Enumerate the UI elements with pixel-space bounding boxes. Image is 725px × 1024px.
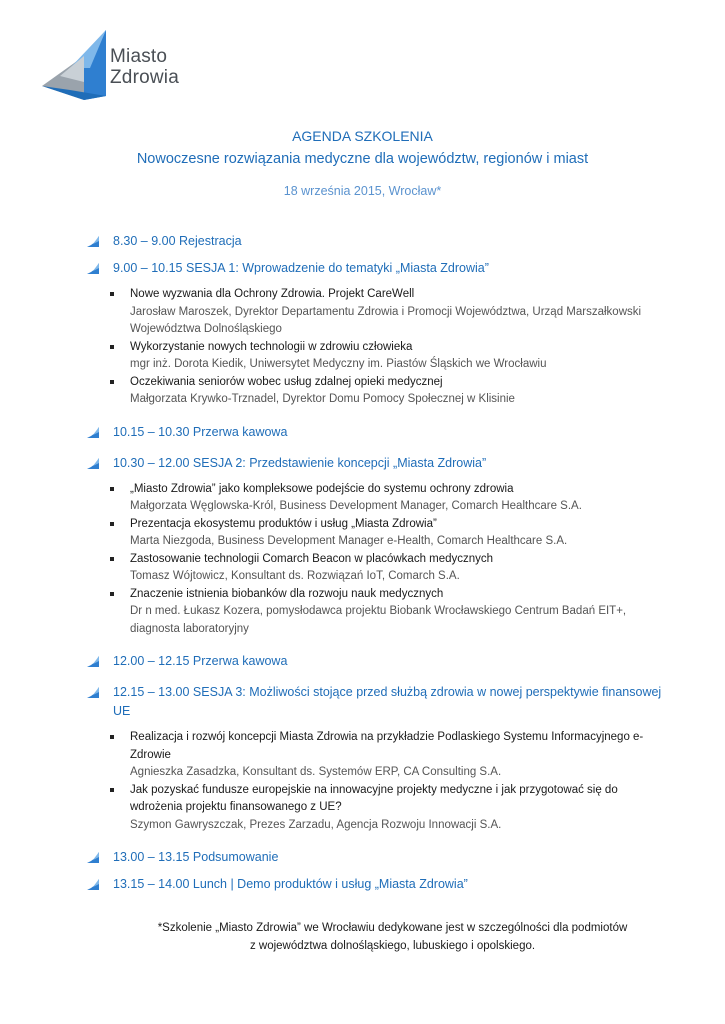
talk-speaker: Małgorzata Krywko-Trznadel, Dyrektor Domu Pomocy Społecznej w Klisinie xyxy=(130,393,515,405)
agenda-item-time: 12.00 – 12.15 Przerwa kawowa xyxy=(113,654,288,668)
page-subtitle: Nowoczesne rozwiązania medyczne dla województw, regionów i miast xyxy=(136,151,589,167)
logo-mark-icon xyxy=(40,28,110,108)
talk-item xyxy=(86,782,666,835)
talk-title: „Miasto Zdrowia” jako kompleksowe podejście do systemu ochrony zdrowia xyxy=(130,482,514,495)
agenda-item xyxy=(86,875,666,894)
talk-item xyxy=(86,286,666,339)
agenda-item xyxy=(86,423,666,442)
arrow-bullet-icon xyxy=(86,878,100,891)
square-bullet-icon xyxy=(110,487,114,491)
page-title: AGENDA SZKOLENIA xyxy=(292,128,433,144)
talk-title: Prezentacja ekosystemu produktów i usług „Miasta Zdrowia” xyxy=(130,517,437,530)
talk-speaker: Marta Niezgoda, Business Development Manager e-Health, Comarch Healthcare S.A. xyxy=(130,535,568,547)
arrow-bullet-icon xyxy=(86,235,100,248)
arrow-bullet-icon xyxy=(86,262,100,275)
talk-item xyxy=(86,339,666,374)
agenda-item xyxy=(86,652,666,671)
square-bullet-icon xyxy=(110,522,114,526)
agenda-item xyxy=(86,683,666,721)
agenda-item xyxy=(86,259,666,278)
talk-title: Zastosowanie technologii Comarch Beacon w placówkach medycznych xyxy=(130,552,494,565)
arrow-bullet-icon xyxy=(86,851,100,864)
agenda-item xyxy=(86,848,666,867)
arrow-bullet-icon xyxy=(86,686,100,699)
agenda-item-time: 8.30 – 9.00 Rejestracja xyxy=(113,234,242,248)
agenda-item xyxy=(86,232,666,251)
logo-wordmark xyxy=(110,46,179,88)
agenda-item-time: 13.00 – 13.15 Podsumowanie xyxy=(113,850,279,864)
talk-title: Realizacja i rozwój koncepcji Miasta Zdrowia na przykładzie Podlaskiego Systemu Informacyjnego e-Zdrowie xyxy=(130,731,644,761)
square-bullet-icon xyxy=(110,788,114,792)
talk-item xyxy=(86,551,666,586)
talk-speaker: mgr inż. Dorota Kiedik, Uniwersytet Medyczny im. Piastów Śląskich we Wrocławiu xyxy=(130,358,547,370)
talk-item xyxy=(86,729,666,782)
talk-title: Oczekiwania seniorów wobec usług zdalnej opieki medycznej xyxy=(130,375,443,388)
arrow-bullet-icon xyxy=(86,426,100,439)
square-bullet-icon xyxy=(110,735,114,739)
logo-line-2: Zdrowia xyxy=(110,67,179,88)
footnote xyxy=(0,919,725,955)
arrow-bullet-icon xyxy=(86,457,100,470)
talk-speaker: Agnieszka Zasadzka, Konsultant ds. Systemów ERP, CA Consulting S.A. xyxy=(130,766,502,778)
logo-line-1: Miasto xyxy=(110,46,168,67)
talk-item xyxy=(86,374,666,409)
agenda-item xyxy=(86,454,666,473)
footnote-line-2: z województwa dolnośląskiego, lubuskiego i opolskiego. xyxy=(249,940,536,952)
event-date: 18 września 2015, Wrocław* xyxy=(283,184,442,198)
talk-speaker: Jarosław Maroszek, Dyrektor Departamentu Zdrowia i Promocji Województwa, Urząd Marszałkowski Województwa Dolnośląskiego xyxy=(130,305,642,335)
square-bullet-icon xyxy=(110,380,114,384)
square-bullet-icon xyxy=(110,557,114,561)
talk-title: Jak pozyskać fundusze europejskie na innowacyjne projekty medyczne i jak przygotować się do wdrożenia projektu finansowanego z UE? xyxy=(130,783,618,813)
agenda-item-time: 12.15 – 13.00 SESJA 3: Możliwości stojące przed służbą zdrowia w nowej perspektywie finansowej UE xyxy=(113,685,662,718)
agenda-item-time: 9.00 – 10.15 SESJA 1: Wprowadzenie do tematyki „Miasta Zdrowia” xyxy=(113,261,489,275)
footnote-line-1: *Szkolenie „Miasto Zdrowia” we Wrocławiu dedykowane jest w szczególności dla podmiotów xyxy=(157,922,628,934)
square-bullet-icon xyxy=(110,292,114,296)
talk-title: Wykorzystanie nowych technologii w zdrowiu człowieka xyxy=(130,340,413,353)
talk-speaker: Małgorzata Węglowska-Król, Business Development Manager, Comarch Healthcare S.A. xyxy=(130,500,582,512)
talk-speaker: Szymon Gawryszczak, Prezes Zarzadu, Agencja Rozwoju Innowacji S.A. xyxy=(130,818,502,831)
talk-item xyxy=(86,516,666,551)
talk-item xyxy=(86,481,666,516)
talk-speaker: Dr n med. Łukasz Kozera, pomysłodawca projektu Biobank Wrocławskiego Centrum Badań EIT+, diagnosta laboratoryjny xyxy=(130,605,627,635)
square-bullet-icon xyxy=(110,592,114,596)
agenda-list xyxy=(86,232,666,894)
talk-title: Nowe wyzwania dla Ochrony Zdrowia. Projekt CareWell xyxy=(130,288,415,300)
talk-item xyxy=(86,586,666,639)
talk-title: Znaczenie istnienia biobanków dla rozwoju nauk medycznych xyxy=(130,587,444,600)
talk-speaker: Tomasz Wójtowicz, Konsultant ds. Rozwiązań IoT, Comarch S.A. xyxy=(130,570,460,582)
agenda-item-time: 10.30 – 12.00 SESJA 2: Przedstawienie koncepcji „Miasta Zdrowia” xyxy=(113,455,487,470)
agenda-item-time: 10.15 – 10.30 Przerwa kawowa xyxy=(113,424,288,439)
square-bullet-icon xyxy=(110,345,114,349)
arrow-bullet-icon xyxy=(86,655,100,668)
logo xyxy=(40,28,200,108)
title-block xyxy=(0,126,725,200)
agenda-item-time: 13.15 – 14.00 Lunch | Demo produktów i usług „Miasta Zdrowia” xyxy=(113,877,468,891)
